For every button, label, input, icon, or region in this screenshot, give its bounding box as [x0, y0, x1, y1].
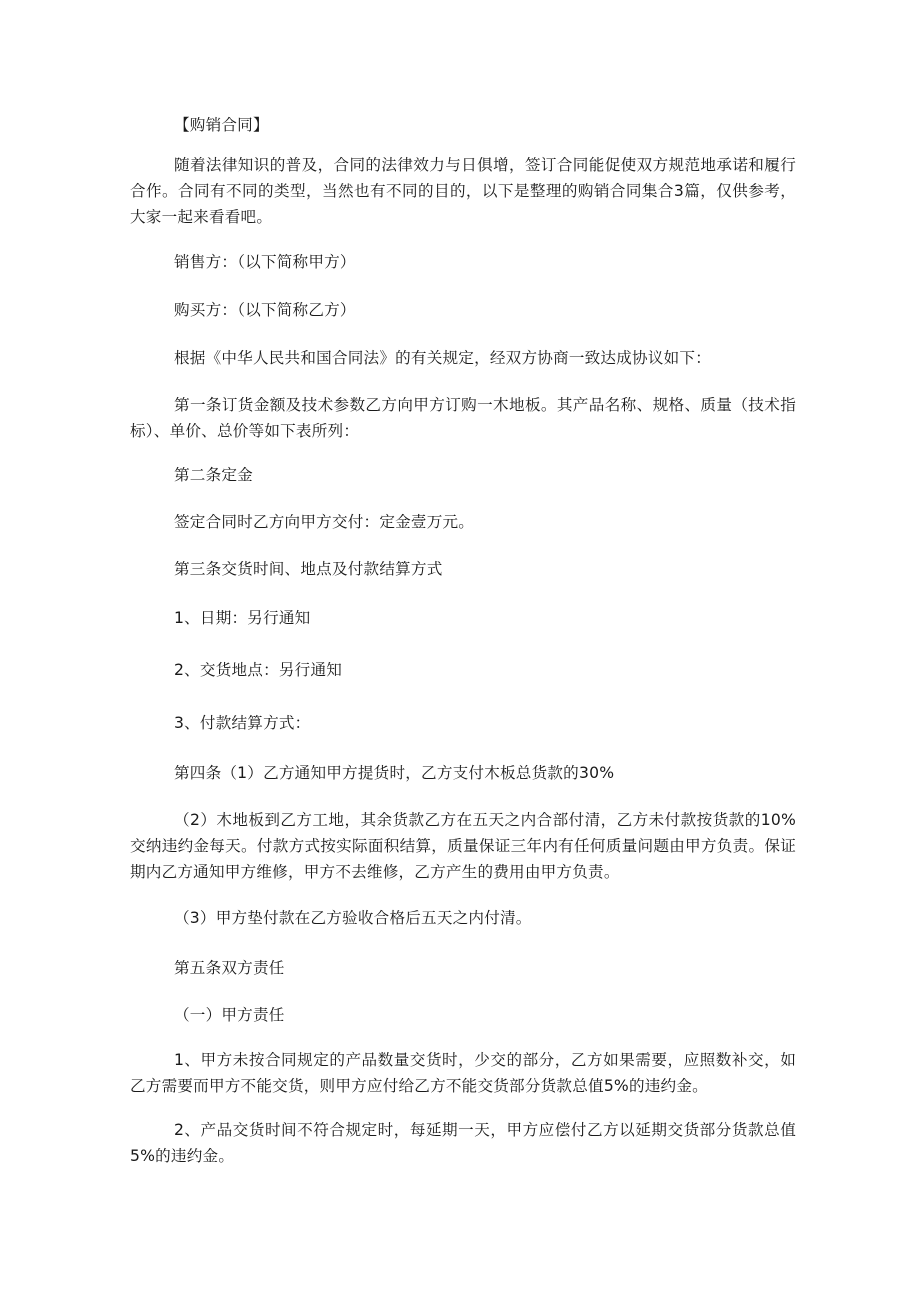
- article-3-heading: 第三条交货时间、地点及付款结算方式: [174, 560, 443, 578]
- intro-paragraph: 随着法律知识的普及，合同的法律效力与日俱增，签订合同能促使双方规范地承诺和履行合作。合同有不同的类型，当然也有不同的目的，以下是整理的购销合同集合3篇，仅供参考，大家一起来看看吧。: [130, 156, 796, 226]
- article-3-item-1: 1、日期：另行通知: [174, 609, 311, 627]
- basis-paragraph: 根据《中华人民共和国合同法》的有关规定，经双方协商一致达成协议如下：: [174, 349, 711, 367]
- party-a-clause-2: 2、产品交货时间不符合规定时，每延期一天，甲方应偿付乙方以延期交货部分货款总值5%的违约金。: [130, 1121, 796, 1165]
- article-1: 第一条订货金额及技术参数乙方向甲方订购一木地板。其产品名称、规格、质量（技术指标）、单价、总价等如下表所列：: [130, 396, 796, 440]
- party-a-clause-1: 1、甲方未按合同规定的产品数量交货时，少交的部分，乙方如果需要，应照数补交，如乙方需要而甲方不能交货，则甲方应付给乙方不能交货部分货款总值5%的违约金。: [130, 1051, 796, 1095]
- article-3-item-3: 3、付款结算方式：: [174, 714, 311, 732]
- article-4-part-2: （2）木地板到乙方工地，其余货款乙方在五天之内合部付清，乙方未付款按货款的10%交纳违约金每天。付款方式按实际面积结算，质量保证三年内有任何质量问题由甲方负责。保证期内乙方通知甲方维修，甲方不去维修，乙方产生的费用由甲方负责。: [130, 811, 796, 881]
- article-5-heading: 第五条双方责任: [174, 959, 285, 977]
- article-4-part-3: （3）甲方垫付款在乙方验收合格后五天之内付清。: [174, 909, 532, 927]
- document-title: 【购销合同】: [174, 116, 269, 134]
- seller-line: 销售方：（以下简称甲方）: [174, 253, 356, 271]
- article-3-item-2: 2、交货地点：另行通知: [174, 661, 343, 679]
- party-a-responsibility-heading: （一）甲方责任: [174, 1006, 285, 1024]
- article-2-text: 签定合同时乙方向甲方交付：定金壹万元。: [174, 513, 475, 531]
- buyer-line: 购买方：（以下简称乙方）: [174, 301, 356, 319]
- article-4-part-1: 第四条（1）乙方通知甲方提货时，乙方支付木板总货款的30%: [174, 764, 615, 782]
- article-2-heading: 第二条定金: [174, 466, 253, 484]
